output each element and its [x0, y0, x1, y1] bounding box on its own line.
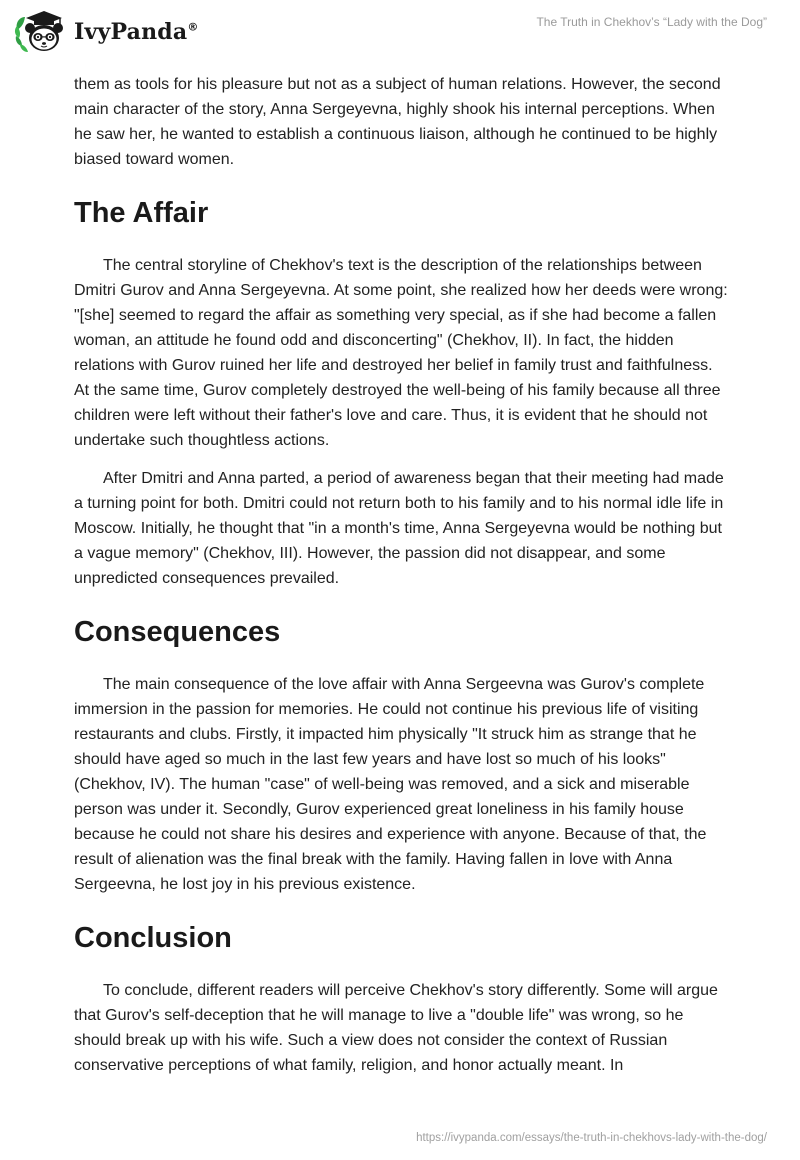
running-title: The Truth in Chekhov’s “Lady with the Dog” [536, 15, 767, 29]
brand-name: IvyPanda® [74, 19, 199, 45]
essay-content [74, 72, 730, 1078]
heading-conclusion: Conclusion [74, 922, 232, 954]
ivypanda-logo[interactable] [14, 8, 199, 56]
paragraph-affair-2: After Dmitri and Anna parted, a period of awareness began that their meeting had made a turning point for both. Dmitri could not return both to his family and to his normal idle life in Moscow. Initially, he thought that "in a month's time, Anna Sergeyevna would be nothing but a vague memory" (Chekhov, III). However, the passion did not disappear, and some unpredicted consequences prevailed. [74, 470, 724, 587]
heading-consequences: Consequences [74, 616, 281, 648]
paragraph-conclusion: To conclude, different readers will perceive Chekhov's story differently. Some will argue that Gurov's self-deception that he will manage to live a "double life" was wrong, so he should break up with his wife. Such a view does not consider the context of Russian conservative perceptions of what family, religion, and honor actually meant. In [74, 982, 718, 1074]
paragraph-affair-1: The central storyline of Chekhov's text is the description of the relationships between Dmitri Gurov and Anna Sergeyevna. At some point, she realized how her deeds were wrong: "[she] seemed to regard the affair as something very special, as if she had become a fallen woman, an attitude he found odd and disconcerting" (Chekhov, II). In fact, the hidden relations with Gurov ruined her life and destroyed her belief in family trust and faithfulness. At the same time, Gurov completely destroyed the well-being of his family because all three children were left without their father's love and care. Thus, it is evident that he should not undertake such thoughtless actions. [74, 257, 728, 449]
panda-graduate-icon [14, 8, 68, 56]
heading-the-affair: The Affair [74, 197, 209, 229]
paragraph-consequences: The main consequence of the love affair with Anna Sergeevna was Gurov's complete immersion in the passion for memories. He could not continue his previous life of visiting restaurants and clubs. Firstly, it impacted him physically "It struck him as strange that he should have aged so much in the last few years and have lost so much of his looks" (Chekhov, IV). The human "case" of well-being was removed, and a sick and miserable person was under it. Secondly, Gurov experienced great loneliness in his family house because he could not share his desires and experience with anyone. Because of that, the result of alienation was the final break with the family. Having fallen in love with Anna Sergeevna, he lost joy in his previous existence. [74, 676, 707, 893]
source-url[interactable]: https://ivypanda.com/essays/the-truth-in-chekhovs-lady-with-the-dog/ [416, 1132, 767, 1144]
registered-mark: ® [187, 20, 199, 34]
paragraph-intro-continued: them as tools for his pleasure but not as a subject of human relations. However, the second main character of the story, Anna Sergeyevna, highly shook his internal perceptions. When he saw her, he wanted to establish a continuous liaison, although he continued to be highly biased toward women. [74, 76, 721, 168]
page-header [0, 0, 800, 64]
